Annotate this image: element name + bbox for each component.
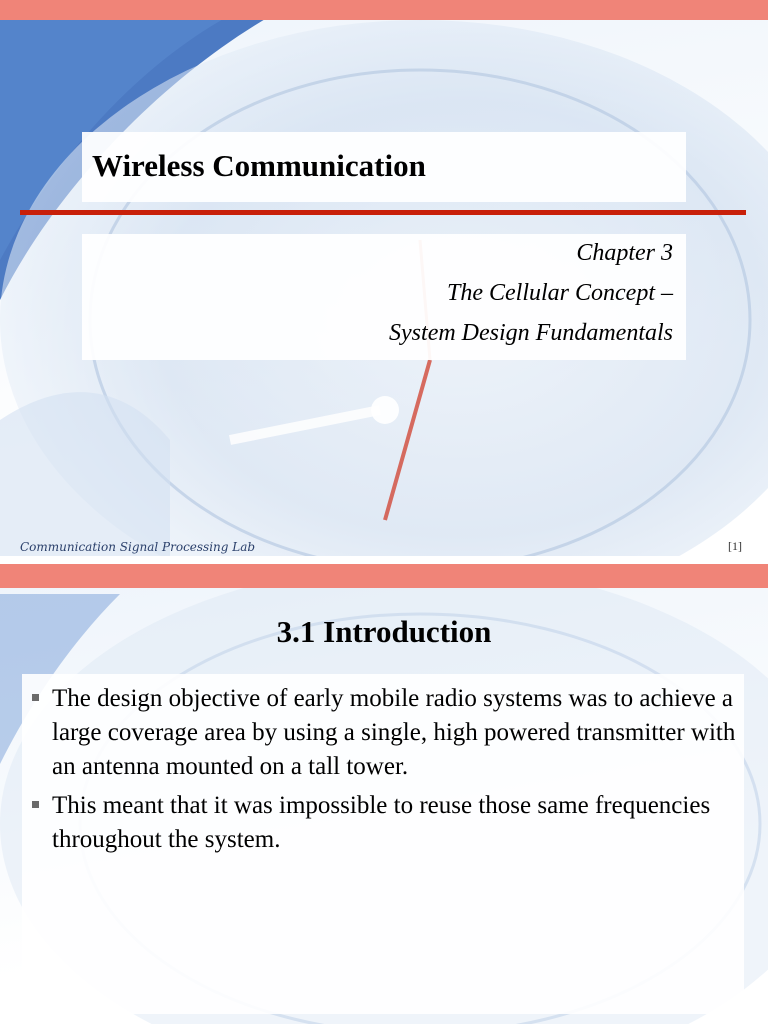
bullet-item	[30, 682, 742, 784]
section-heading: 3.1 Introduction	[276, 614, 492, 649]
square-bullet-icon	[32, 694, 39, 701]
subtitle-topic: The Cellular Concept –	[447, 280, 673, 306]
bullet-text: The design objective of early mobile radio systems was to achieve a large coverage area by using a single, high powered transmitter with an antenna mounted on a tall tower.	[52, 685, 736, 780]
intro-slide	[0, 564, 768, 1024]
bullet-item	[30, 789, 742, 857]
accent-bar	[0, 564, 768, 588]
bullet-text: This meant that it was impossible to reuse those same frequencies throughout the system.	[52, 792, 711, 853]
subtitle-chapter: Chapter 3	[576, 240, 673, 266]
subtitle-section: System Design Fundamentals	[389, 320, 673, 346]
footer-lab-name: Communication Signal Processing Lab	[20, 540, 256, 554]
square-bullet-icon	[32, 801, 39, 808]
title-divider	[20, 210, 746, 215]
accent-bar	[0, 0, 768, 20]
page-number: [1]	[728, 539, 742, 553]
slide-separator	[0, 556, 768, 564]
slide-title: Wireless Communication	[92, 148, 426, 183]
